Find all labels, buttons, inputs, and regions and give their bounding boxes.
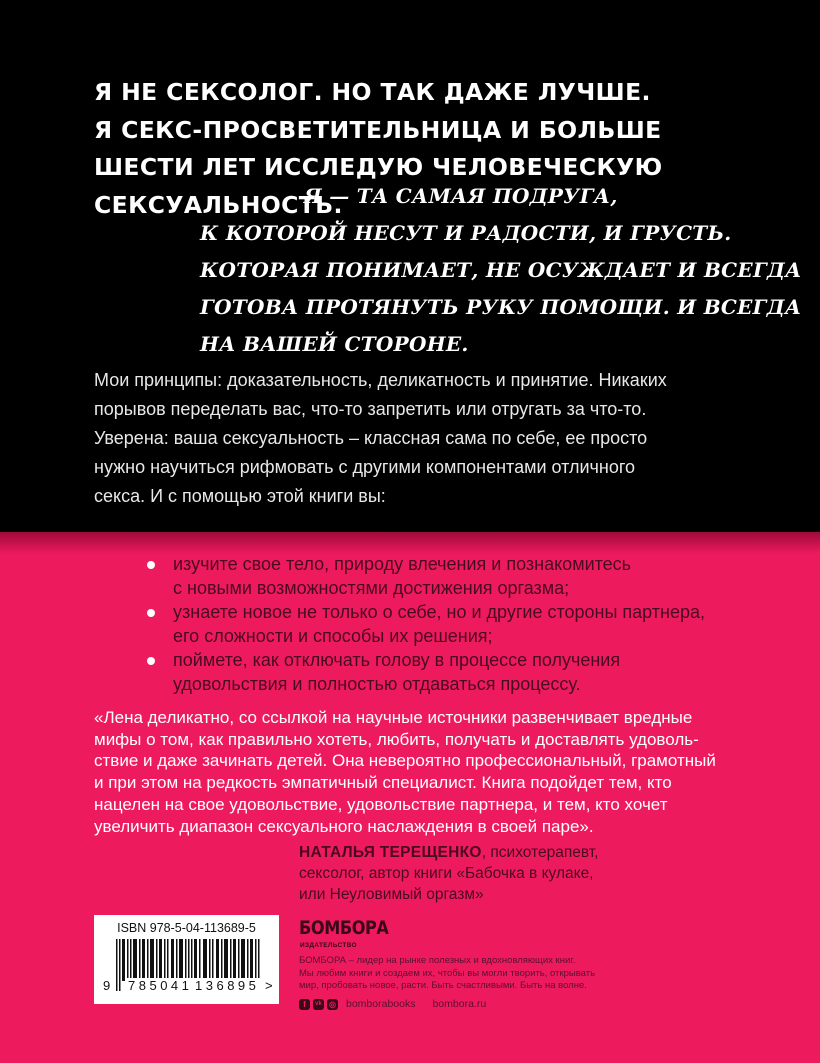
- review-line: мифы о том, как правильно хотеть, любить, получать и доставлять удоволь-: [94, 729, 699, 749]
- blurb-line: Мы любим книги и создаем их, чтобы вы могли творить, открывать: [299, 967, 596, 979]
- headline-line: Я НЕ СЕКСОЛОГ. НО ТАК ДАЖЕ ЛУЧШЕ.: [94, 78, 651, 106]
- review-line: нацелен на свое удовольствие, удовольствие партнера, и тем, кто хочет: [94, 794, 668, 814]
- reviewer-title-line: сексолог, автор книги «Бабочка в кулаке,: [299, 865, 594, 882]
- barcode-digits: [94, 978, 279, 998]
- benefits-list: [145, 552, 745, 696]
- list-item-line: узнаете новое не только о себе, но и другие стороны партнера,: [173, 602, 706, 622]
- paragraph-line: порывов переделать вас, что-то запретить или отругать за что-то.: [94, 399, 647, 419]
- reviewer-title: , психотерапевт,: [481, 844, 599, 861]
- facebook-icon[interactable]: f: [299, 999, 310, 1010]
- review-line: и при этом на редкость эмпатичный специалист. Книга подойдет тем, кто: [94, 773, 672, 793]
- barcode-digit: 9: [103, 978, 111, 993]
- blurb-line: мир, пробовать новое, расти. Быть счастливыми. Быть на волне.: [299, 980, 587, 991]
- reviewer-title-line: или Неуловимый оргазм»: [299, 886, 484, 903]
- bullet-icon: [147, 561, 155, 569]
- publisher-blurb: [299, 955, 595, 993]
- serif-quote-line: ГОТОВА ПРОТЯНУТЬ РУКУ ПОМОЩИ. И ВСЕГДА: [200, 295, 802, 319]
- list-item-line: его сложности и способы их решения;: [173, 626, 493, 646]
- paragraph-line: Уверена: ваша сексуальность – классная сама по себе, ее просто: [94, 428, 648, 448]
- publisher-logo: БОМБОРА: [299, 917, 389, 939]
- isbn-label: ISBN 978-5-04-113689-5: [117, 921, 256, 935]
- blurb-line: БОМБОРА – лидер на рынке полезных и вдохновляющих книг.: [299, 955, 576, 966]
- review-line: ствие и даже зачинать детей. Она невероятно профессиональный, грамотный: [94, 751, 716, 771]
- website-link[interactable]: bombora.ru: [432, 998, 487, 1010]
- paragraph-line: нужно научиться рифмовать с другими компонентами отличного: [94, 457, 636, 477]
- headline-line: СЕКСУАЛЬНОСТЬ.: [94, 190, 343, 219]
- bullet-icon: [147, 609, 155, 617]
- isbn-barcode: [94, 915, 279, 1004]
- review-credit: [299, 842, 598, 905]
- review-line: увеличить диапазон сексуального наслаждения в своей паре».: [94, 816, 594, 836]
- list-item-line: с новыми возможностями достижения оргазма;: [173, 578, 570, 598]
- serif-quote-line: НА ВАШЕЙ СТОРОНЕ.: [200, 332, 469, 356]
- principles-paragraph: [94, 366, 754, 511]
- barcode-digit: 136895: [195, 978, 260, 993]
- social-handle[interactable]: bomborabooks: [346, 998, 416, 1010]
- review-line: «Лена деликатно, со ссылкой на научные источники развенчивает вредные: [94, 708, 693, 727]
- headline-line: Я СЕКС-ПРОСВЕТИТЕЛЬНИЦА И БОЛЬШЕ: [94, 115, 662, 144]
- vk-icon[interactable]: vk: [313, 999, 324, 1010]
- list-item-line: удовольствия и полностью отдаваться процессу.: [173, 674, 581, 694]
- barcode-digit: 785041: [128, 978, 193, 993]
- bullet-icon: [147, 657, 155, 665]
- reviewer-name: НАТАЛЬЯ ТЕРЕЩЕНКО: [299, 844, 482, 861]
- publisher-socials: [299, 997, 486, 1011]
- publisher-logo-subtitle: ИЗДАТЕЛЬСТВО: [300, 942, 357, 949]
- list-item-line: изучите свое тело, природу влечения и познакомитесь: [173, 554, 632, 574]
- paragraph-line: Мои принципы: доказательность, деликатность и принятие. Никаких: [94, 370, 667, 390]
- paragraph-line: секса. И с помощью этой книги вы:: [94, 486, 386, 506]
- serif-quote-line: К КОТОРОЙ НЕСУТ И РАДОСТИ, И ГРУСТЬ.: [200, 221, 732, 245]
- headline-line: ШЕСТИ ЛЕТ ИССЛЕДУЮ ЧЕЛОВЕЧЕСКУЮ: [94, 153, 663, 181]
- review-quote: [94, 707, 744, 837]
- serif-quote-line: Я — ТА САМАЯ ПОДРУГА,: [304, 184, 618, 208]
- list-item: [145, 552, 745, 600]
- list-item: [145, 600, 745, 648]
- barcode-digit: >: [265, 978, 273, 993]
- list-item: [145, 648, 745, 696]
- instagram-icon[interactable]: ◎: [327, 999, 338, 1010]
- serif-quote-line: КОТОРАЯ ПОНИМАЕТ, НЕ ОСУЖДАЕТ И ВСЕГДА: [200, 258, 802, 282]
- list-item-line: поймете, как отключать голову в процессе получения: [173, 650, 621, 670]
